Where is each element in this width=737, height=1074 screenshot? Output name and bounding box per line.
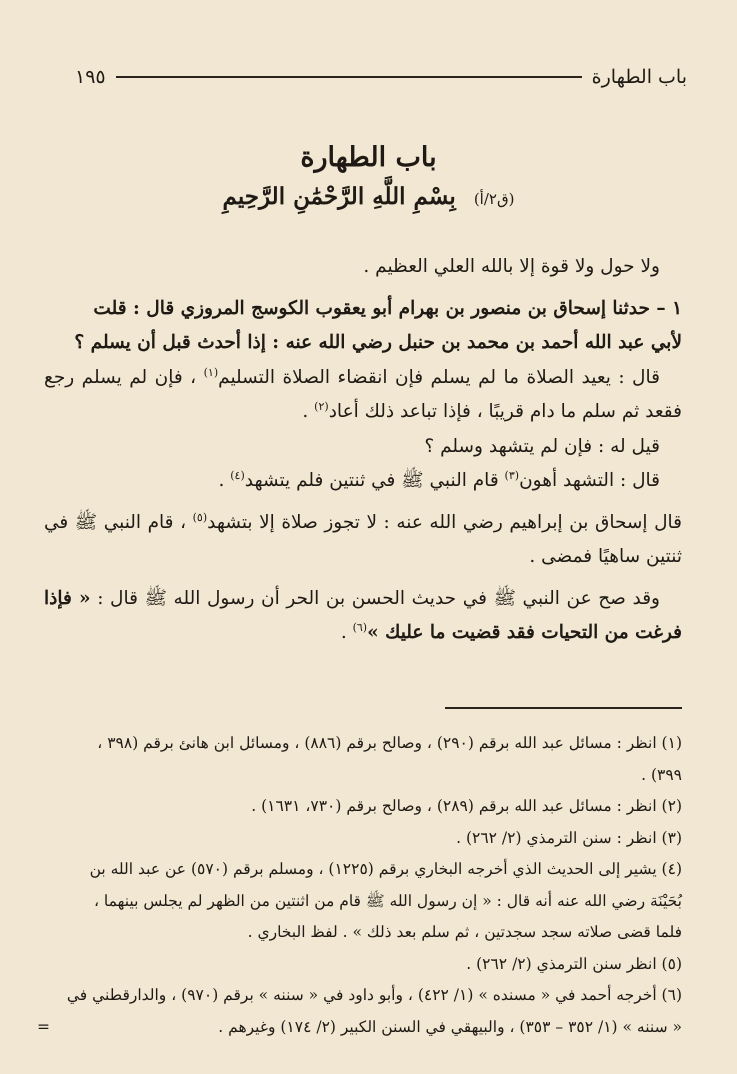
footnote-3-line-1: (٣) انظر : سنن الترمذي (٢/ ٢٦٢) . (456, 828, 682, 847)
footnote-1-line-1: (١) انظر : مسائل عبد الله برقم (٢٩٠) ، وصالح برقم (٨٨٦) ، ومسائل ابن هانئ برقم (٣٩٨ ، (97, 734, 682, 752)
answer-text-b: ، فإن لم يسلم رجع فقعد ثم سلم ما دام قريبًا ، فإذا تباعد ذلك أعاد (44, 366, 682, 422)
answer-text-a: قال : يعيد الصلاة ما لم يسلم فإن انقضاء الصلاة التسليم (218, 366, 660, 388)
footnote-5 (37, 949, 682, 981)
footnote-ref-1[interactable]: (١) (203, 365, 219, 379)
second-answer-text-a: قال : التشهد أهون (519, 470, 660, 491)
second-question: قيل له : فإن لم يتشهد وسلم ؟ (424, 435, 660, 457)
answer-end: . (302, 401, 315, 422)
manuscript-folio-mark: (ق٢/أ) (473, 190, 515, 208)
header-rule (116, 76, 582, 78)
hadith-end: . (340, 622, 353, 643)
footnote-6-line-1: (٦) أخرجه أحمد في « مسنده » (١/ ٤٢٢) ، وأبو داود في « سننه » برقم (٩٧٠) ، والدارقطني في (66, 986, 682, 1004)
continuation-mark: = (37, 1017, 50, 1036)
footnote-5-line-1: (٥) انظر سنن الترمذي (٢/ ٢٦٢) . (466, 954, 682, 973)
running-title: باب الطهارة (591, 66, 687, 88)
page-header (75, 60, 687, 94)
footnote-2-line-1: (٢) انظر : مسائل عبد الله برقم (٢٨٩) ، وصالح برقم (٧٣٠، ١٦٣١) . (251, 797, 682, 815)
basmala-line (0, 183, 737, 210)
footnote-1-line-2: ٣٩٩) . (641, 765, 682, 784)
footnote-4-line-1: (٤) يشير إلى الحديث الذي أخرجه البخاري برقم (١٢٢٥) ، ومسلم برقم (٥٧٠) عن عبد الله بن (89, 860, 682, 878)
ishaq-text-b: ، قام النبي ﷺ في ثنتين ساهيًا فمضى . (44, 511, 682, 567)
ishaq-paragraph (44, 506, 682, 575)
second-answer-end: . (218, 470, 231, 491)
footnote-4 (37, 854, 682, 949)
footnote-6 (37, 980, 682, 1043)
second-answer-text-b: قام النبي ﷺ في ثنتين فلم يتشهد (244, 470, 505, 491)
hadith-text: وقد صح عن النبي ﷺ في حديث الحسن بن الحر أن رسول الله ﷺ قال : (97, 587, 660, 609)
ishaq-text-a: قال إسحاق بن إبراهيم رضي الله عنه : لا تجوز صلاة إلا بتشهد (207, 511, 682, 533)
footnote-2 (37, 791, 682, 823)
footnote-ref-2[interactable]: (٢) (314, 399, 329, 413)
chapter-title: باب الطهارة (300, 142, 437, 173)
main-text (44, 250, 682, 651)
footnote-divider (445, 707, 682, 709)
page-number: ١٩٥ (75, 66, 106, 88)
question-line-2: لأبي عبد الله أحمد بن محمد بن حنبل رضي الله عنه : إذا أحدث قبل أن يسلم ؟ (74, 332, 682, 353)
answer-paragraph (44, 361, 682, 430)
footnote-ref-5[interactable]: (٥) (192, 510, 208, 524)
footnote-ref-4[interactable]: (٤) (230, 468, 245, 482)
footnote-ref-3[interactable]: (٣) (504, 468, 520, 482)
basmala: بِسْمِ اللَّهِ الرَّحْمَٰنِ الرَّحِيمِ (222, 183, 456, 210)
hadith-quote: « فإذا فرغت من التحيات فقد قضيت ما عليك » (44, 587, 682, 643)
footnote-6-line-2: « سننه » (١/ ٣٥٢ – ٣٥٣) ، والبيهقي في السنن الكبير (٢/ ١٧٤) وغيرهم . (218, 1017, 682, 1036)
second-answer (44, 464, 682, 499)
hadith-paragraph (44, 582, 682, 651)
question-line-1: ١ – حدثنا إسحاق بن منصور بن بهرام أبو يعقوب الكوسج المروزي قال : قلت (93, 297, 682, 319)
footnote-3 (37, 823, 682, 855)
footnote-4-line-3: فلما قضى صلاته سجد سجدتين ، ثم سلم بعد ذلك » . لفظ البخاري . (247, 923, 682, 941)
footnote-4-line-2: بُحَيْنَة رضي الله عنه أنه قال : « إن رسول الله ﷺ قام من اثنتين من الظهر لم يجلس بينهما ، (93, 891, 682, 910)
footnote-1 (37, 728, 682, 791)
question-paragraph (44, 292, 682, 361)
footnote-ref-6[interactable]: (٦) (352, 620, 368, 634)
opening-line: ولا حول ولا قوة إلا بالله العلي العظيم . (363, 256, 660, 277)
footnotes (37, 728, 682, 1043)
